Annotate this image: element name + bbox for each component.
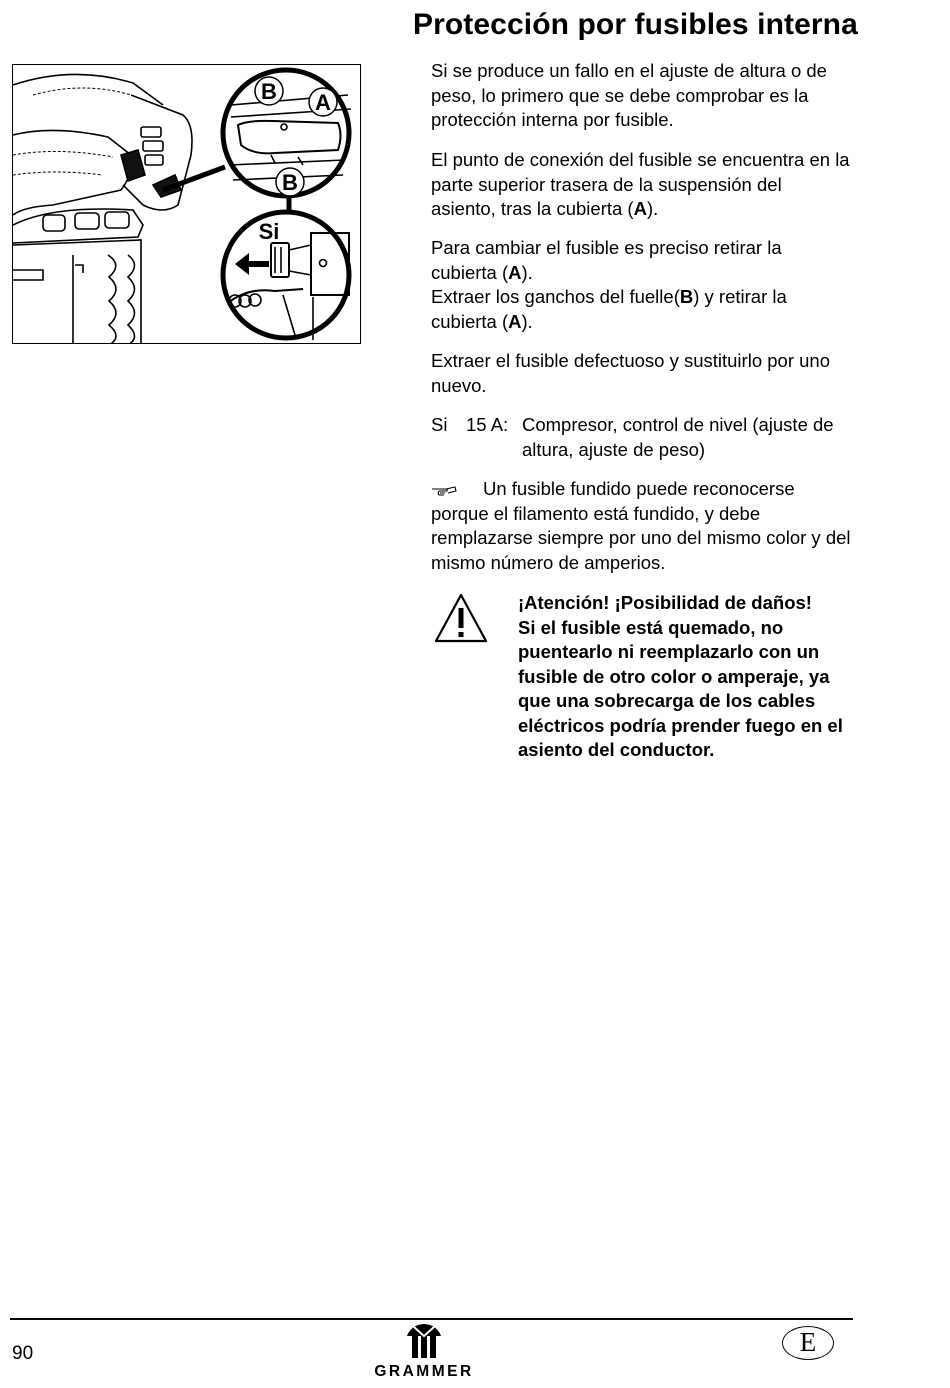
fuse-description: Compresor, control de nivel (ajuste de altura, ajuste de peso) bbox=[522, 414, 834, 460]
paragraph-fault-check: Si se produce un fallo en el ajuste de altura o de peso, lo primero que se debe comprobar es la protección interna por fusible. bbox=[431, 60, 827, 131]
seat-fuse-illustration bbox=[12, 64, 361, 344]
note-block bbox=[431, 477, 851, 575]
warning-triangle-icon bbox=[433, 592, 489, 644]
paragraph-fuse-location: El punto de conexión del fusible se encuentra en la parte superior trasera de la suspensión del asiento, tras la cubierta (A). bbox=[431, 149, 850, 220]
footer-divider bbox=[10, 1318, 853, 1320]
note-text: Un fusible fundido puede reconocerse porque el filamento está fundido, y debe remplazarse siempre por uno del mismo color y del mismo número de amperios. bbox=[431, 478, 851, 573]
paragraph-replace-fuse: Extraer el fusible defectuoso y sustituirlo por uno nuevo. bbox=[431, 350, 830, 396]
label-a: A bbox=[315, 90, 331, 115]
grammer-logo bbox=[368, 1322, 480, 1382]
language-badge: E bbox=[782, 1326, 834, 1360]
label-b-top: B bbox=[261, 79, 277, 104]
fuse-rating: 15 A: bbox=[466, 414, 509, 435]
label-b-bottom: B bbox=[282, 170, 298, 195]
page-number: 90 bbox=[12, 1343, 34, 1364]
warning-body: Si el fusible está quemado, no puentearlo ni reemplazarlo con un fusible de otro color o amperaje, ya que una sobrecarga de los cables eléctricos podría prender fuego en el asiento del conductor. bbox=[518, 616, 843, 760]
paragraph-fuse-change: Para cambiar el fusible es preciso retirar la cubierta (A). Extraer los ganchos del fuelle(B) y retirar la cubierta (A). bbox=[431, 237, 787, 332]
pointing-hand-icon bbox=[431, 477, 483, 502]
page-title: Protección por fusibles interna bbox=[413, 8, 858, 41]
warning-heading: ¡Atención! ¡Posibilidad de daños! bbox=[518, 592, 812, 613]
fuse-id: Si bbox=[431, 414, 448, 435]
label-si: Si bbox=[258, 219, 280, 244]
brand-name: GRAMMER bbox=[374, 1363, 474, 1380]
warning-text bbox=[518, 591, 848, 763]
